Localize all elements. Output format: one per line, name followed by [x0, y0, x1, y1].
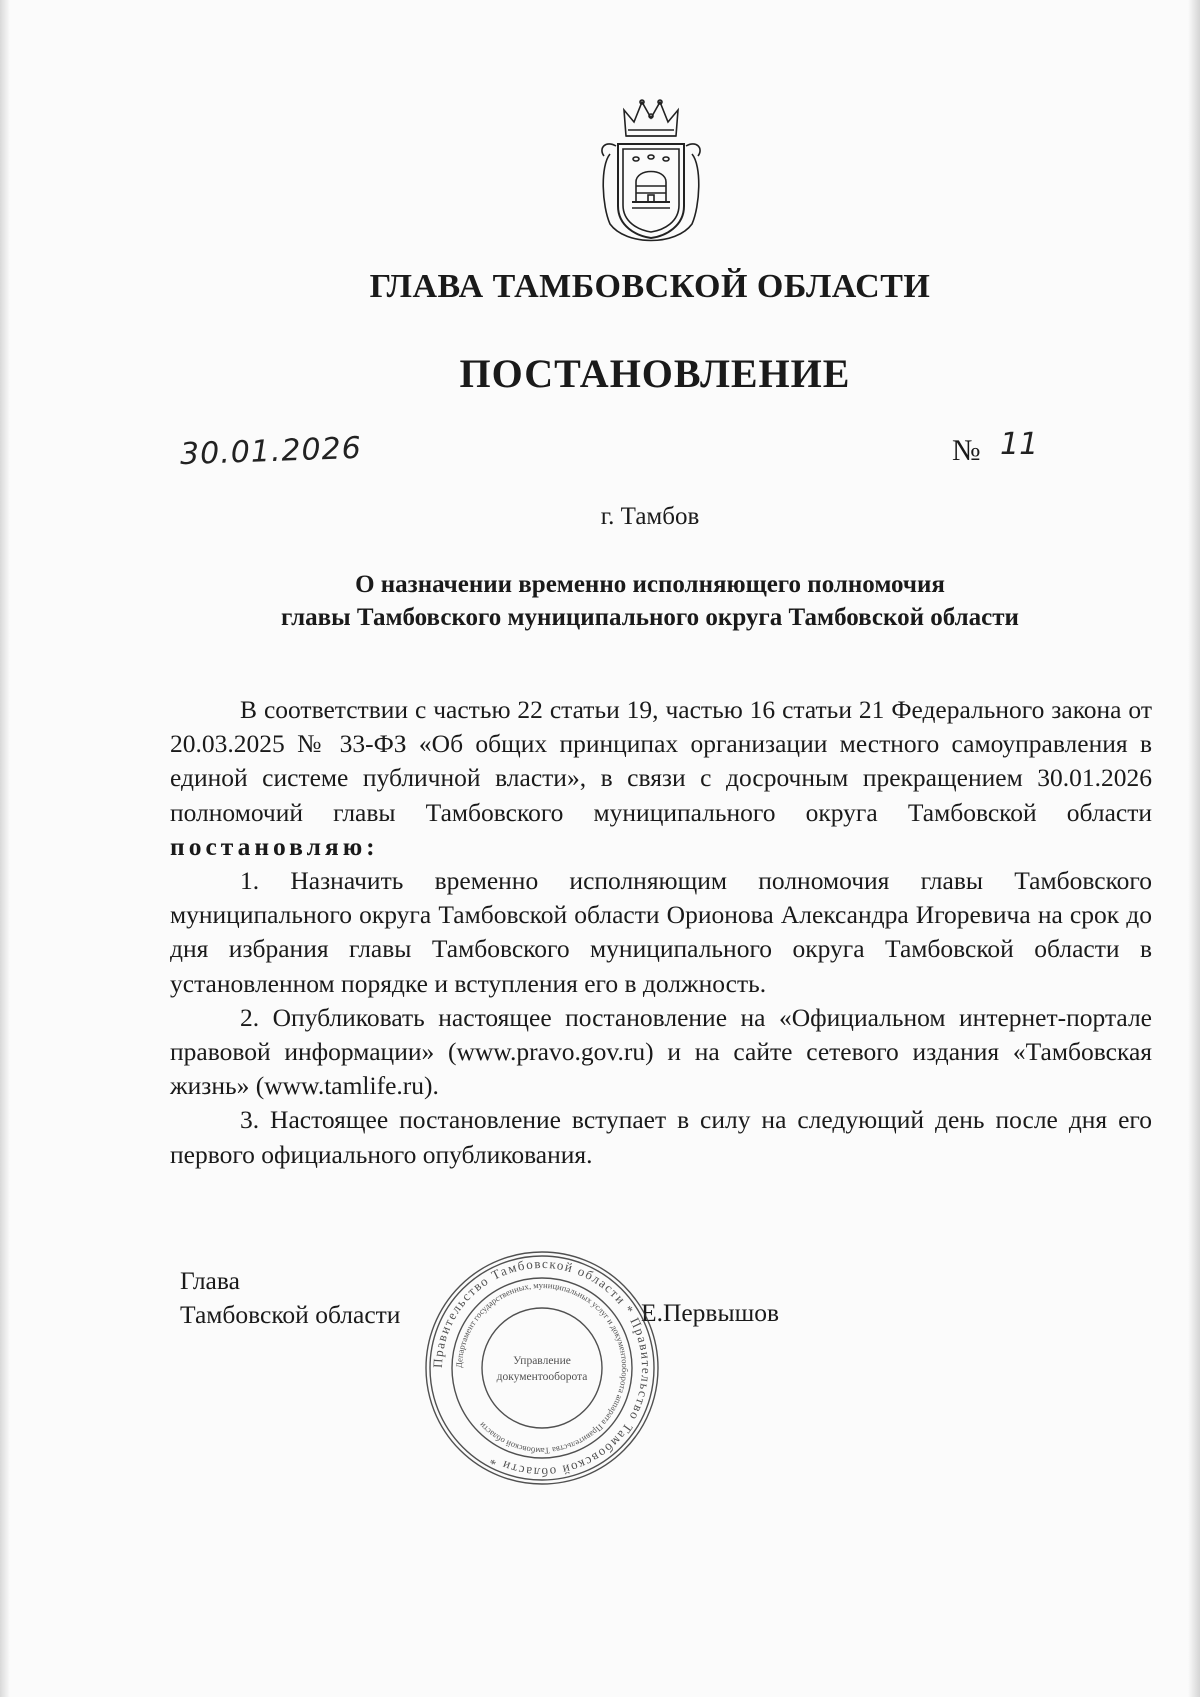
document-number-label: №: [952, 434, 981, 467]
signatory-title-line-2: Тамбовской области: [180, 1300, 401, 1329]
scan-edge-left: [0, 0, 10, 1697]
coat-of-arms-icon: [596, 96, 706, 248]
item-2-paragraph: 2. Опубликовать настоящее постановление на «Официальном интернет-портале правовой информации» (www.pravo.gov.ru) и на сайте сетевого издания «Тамбовская жизнь» (www.tamlife.ru).: [170, 1002, 1152, 1101]
city-line: г. Тамбов: [600, 503, 700, 530]
decree-word: постановляю:: [170, 831, 379, 861]
official-stamp-icon: [422, 1248, 662, 1488]
signature-block: [180, 1264, 400, 1332]
item-1-paragraph: 1. Назначить временно исполняющим полномочия главы Тамбовского муниципального округа Тамбовской области Орионова Александра Игоревича на срок до дня избрания главы Тамбовского муниципального округа Тамбовской области в установленном порядке и вступления его в должность.: [170, 866, 1152, 998]
preamble-paragraph: [170, 693, 1152, 864]
preamble-text: В соответствии с частью 22 статьи 19, частью 16 статьи 21 Федерального закона от 20.03.2025 № 33-ФЗ «Об общих принципах организации местного самоуправления в единой системе публичной власти», в связи с досрочным прекращением 30.01.2026 полномочий главы Тамбовского муниципального округа Тамбовской области: [170, 695, 1152, 827]
subject-line-1: О назначении временно исполняющего полномочия: [355, 571, 945, 598]
signatory-title-line-1: Глава: [180, 1266, 240, 1295]
document-type-title: ПОСТАНОВЛЕНИЕ: [459, 351, 851, 396]
stamp-outer-text: Правительство Тамбовской области * Правительство Тамбовской области *: [429, 1255, 655, 1481]
document-body: [170, 693, 1152, 1172]
document-subject: [200, 568, 1100, 634]
stamp-middle-text: Департамент государственных, муниципальных услуг и документооборота аппарата Правительства Тамбовской области: [453, 1279, 631, 1457]
scan-edge-right: [1188, 0, 1200, 1697]
stamp-center-line-2: документооборота: [496, 1371, 588, 1383]
authority-title: ГЛАВА ТАМБОВСКОЙ ОБЛАСТИ: [369, 268, 931, 305]
document-date: 30.01.2026: [179, 430, 363, 473]
subject-line-2: главы Тамбовского муниципального округа Тамбовской области: [281, 604, 1019, 631]
item-3-paragraph: 3. Настоящее постановление вступает в силу на следующий день после дня его первого официального опубликования.: [170, 1105, 1152, 1169]
signatory-name: Е.Первышов: [641, 1298, 780, 1327]
stamp-center-line-1: Управление: [513, 1355, 571, 1367]
document-number: 11: [1000, 427, 1039, 462]
